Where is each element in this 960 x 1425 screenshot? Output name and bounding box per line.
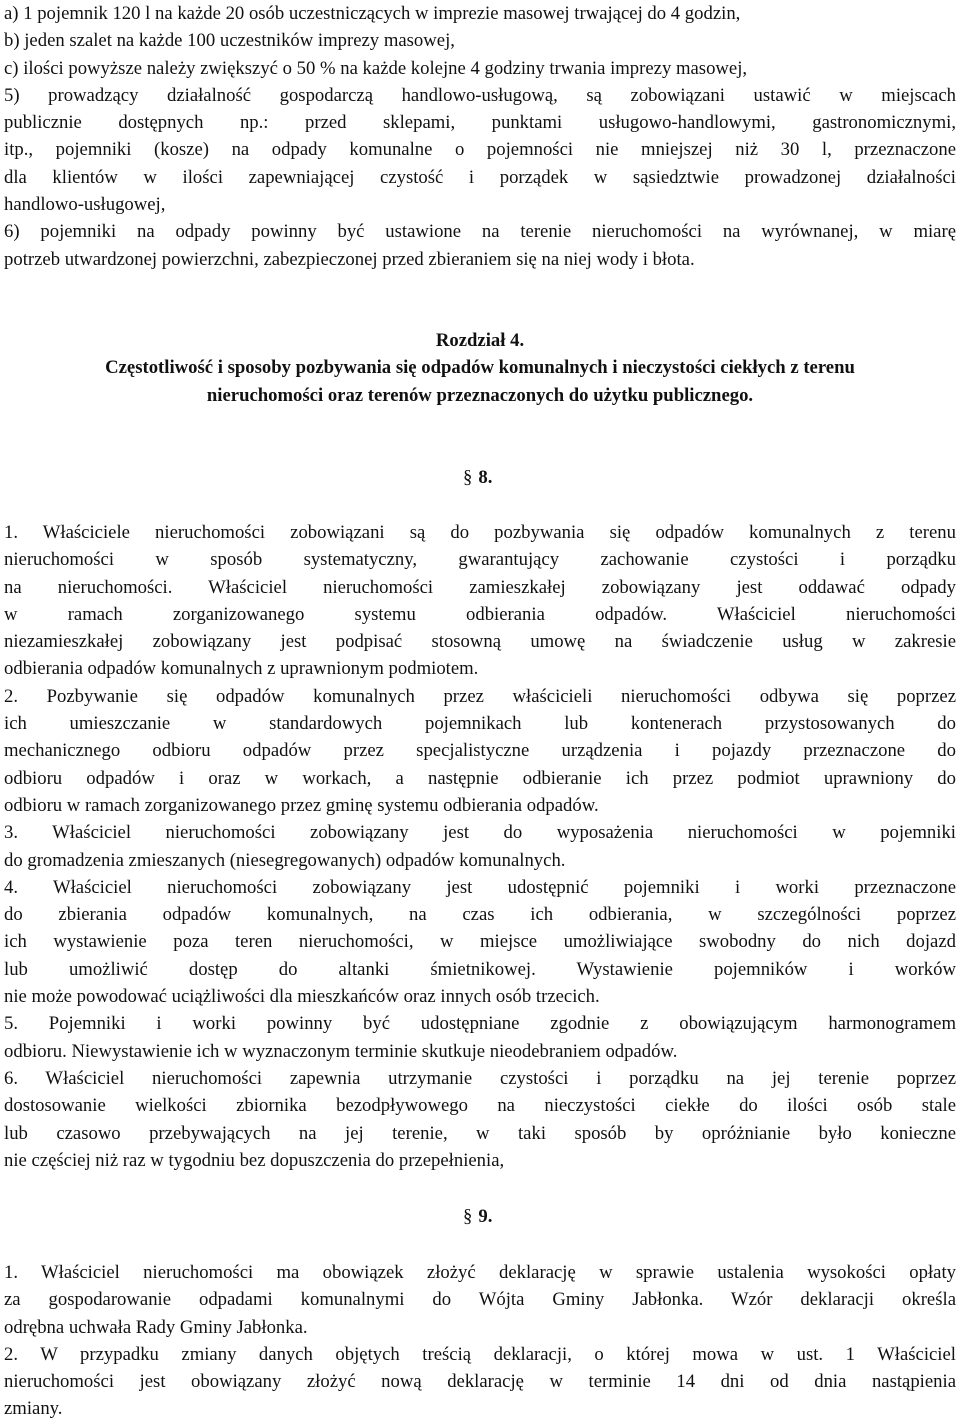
- paragraph-line: 2. Pozbywanie się odpadów komunalnych przez właścicieli nieruchomości odbywa się poprzez: [4, 685, 956, 707]
- paragraph-line: do gromadzenia zmieszanych (niesegregowanych) odpadów komunalnych.: [4, 849, 566, 871]
- section-9-body: [4, 1259, 956, 1423]
- paragraph-line: 3. Właściciel nieruchomości zobowiązany jest do wyposażenia nieruchomości w pojemniki: [4, 822, 956, 844]
- paragraph-line: 5. Pojemniki i worki powinny być udostępniane zgodnie z obowiązującym harmonogramem: [4, 1013, 956, 1035]
- paragraph-line: lub umożliwić dostęp do altanki śmietnikowej. Wystawienie pojemników i worków: [4, 958, 956, 980]
- paragraph-line: odbioru w ramach zorganizowanego przez gminę systemu odbierania odpadów.: [4, 794, 599, 816]
- paragraph-line: lub czasowo przebywających na jej terenie, w taki sposób by opróżnianie było konieczne: [4, 1122, 956, 1144]
- paragraph-line: odbioru. Niewystawienie ich w wyznaczonym terminie skutkuje nieodebraniem odpadów.: [4, 1040, 678, 1062]
- paragraph-line: nie może powodować uciążliwości dla mieszkańców oraz innych osób trzecich.: [4, 986, 600, 1008]
- section-9-heading: [463, 1203, 492, 1230]
- paragraph-line: odrębna uchwała Rady Gminy Jabłonka.: [4, 1316, 308, 1338]
- list-block: [4, 0, 956, 273]
- paragraph-line: za gospodarowanie odpadami komunalnymi do Wójta Gminy Jabłonka. Wzór deklaracji określa: [4, 1289, 956, 1311]
- paragraph-line: zmiany.: [4, 1398, 63, 1420]
- list-item: potrzeb utwardzonej powierzchni, zabezpieczonej przed zbieraniem się na niej wody i błota.: [4, 248, 695, 270]
- paragraph-line: nieruchomości jest obowiązany złożyć nową deklarację w terminie 14 dni od dnia nastąpienia: [4, 1371, 956, 1393]
- paragraph-line: 1. Właściciel nieruchomości ma obowiązek złożyć deklarację w sprawie ustalenia wysokości opłaty: [4, 1262, 956, 1283]
- paragraph-line: odbioru odpadów i oraz w workach, a następnie odbieranie ich przez podmiot uprawniony do: [4, 767, 956, 789]
- list-item: 6) pojemniki na odpady powinny być ustawione na terenie nieruchomości na wyrównanej, w miarę: [4, 221, 956, 243]
- paragraph-line: nieruchomości w sposób systematyczny, gwarantujący zachowanie czystości i porządku: [4, 549, 956, 571]
- paragraph-line: nie częściej niż raz w tygodniu bez dopuszczenia do przepełnienia,: [4, 1149, 505, 1171]
- list-item: 5) prowadzący działalność gospodarczą handlowo-usługową, są zobowiązani ustawić w miejscach: [4, 84, 956, 106]
- list-item: publicznie dostępnych np.: przed sklepami, punktami usługowo-handlowymi, gastronomicznymi,: [4, 112, 956, 134]
- paragraph-line: do zbierania odpadów komunalnych, na czas ich odbierania, w szczególności poprzez: [4, 904, 956, 926]
- list-item: handlowo-usługowej,: [4, 194, 166, 216]
- section-8-heading: [463, 464, 492, 491]
- list-item: dla klientów w ilości zapewniającej czystość i porządek w sąsiedztwie prowadzonej działalności: [4, 166, 956, 188]
- paragraph-line: niezamieszkałej zobowiązany jest podpisać stosowną umowę na świadczenie usług w zakresie: [4, 631, 956, 653]
- chapter-label: Rozdział 4.: [435, 330, 525, 351]
- paragraph-line: ich wystawienie poza teren nieruchomości, w miejsce umożliwiające swobodny do nich dojazd: [4, 931, 956, 953]
- paragraph-line: w ramach zorganizowanego systemu odbierania odpadów. Właściciel nieruchomości: [4, 603, 956, 625]
- list-item: itp., pojemniki (kosze) na odpady komunalne o pojemności nie mniejszej niż 30 l, przeznaczone: [4, 139, 956, 161]
- paragraph-symbol: §: [463, 467, 473, 488]
- section-8-body: [4, 519, 956, 1174]
- paragraph-line: dostosowanie wielkości zbiornika bezodpływowego na nieczystości ciekłe do ilości osób stale: [4, 1095, 956, 1117]
- chapter-title-line2: nieruchomości oraz terenów przeznaczonych do użytku publicznego.: [206, 384, 754, 406]
- chapter-title-line1: Częstotliwość i sposoby pozbywania się odpadów komunalnych i nieczystości ciekłych z terenu: [105, 357, 855, 379]
- paragraph-line: ich umieszczanie w standardowych pojemnikach lub kontenerach przystosowanych do: [4, 713, 956, 735]
- list-item: c) ilości powyższe należy zwiększyć o 50 % na każde kolejne 4 godziny trwania imprezy masowej,: [4, 57, 748, 79]
- section-number: 8.: [478, 467, 493, 488]
- paragraph-line: na nieruchomości. Właściciel nieruchomości zamieszkałej zobowiązany jest oddawać odpady: [4, 576, 956, 598]
- paragraph-line: mechanicznego odbioru odpadów przez specjalistyczne urządzenia i pojazdy przeznaczone do: [4, 740, 956, 762]
- paragraph-line: 4. Właściciel nieruchomości zobowiązany jest udostępnić pojemniki i worki przeznaczone: [4, 876, 956, 898]
- section-number: 9.: [478, 1206, 493, 1227]
- paragraph-line: odbierania odpadów komunalnych z uprawnionym podmiotem.: [4, 658, 479, 680]
- list-item: b) jeden szalet na każde 100 uczestników imprezy masowej,: [4, 30, 455, 52]
- chapter-heading: [4, 327, 956, 409]
- paragraph-line: 2. W przypadku zmiany danych objętych treścią deklaracji, o której mowa w ust. 1 Właściciel: [4, 1343, 956, 1365]
- paragraph-symbol: §: [463, 1206, 473, 1227]
- paragraph-line: 6. Właściciel nieruchomości zapewnia utrzymanie czystości i porządku na jej terenie poprzez: [4, 1067, 956, 1089]
- list-item: a) 1 pojemnik 120 l na każde 20 osób uczestniczących w imprezie masowej trwającej do 4 godzin,: [4, 3, 741, 24]
- paragraph-line: 1. Właściciele nieruchomości zobowiązani są do pozbywania się odpadów komunalnych z terenu: [4, 522, 956, 543]
